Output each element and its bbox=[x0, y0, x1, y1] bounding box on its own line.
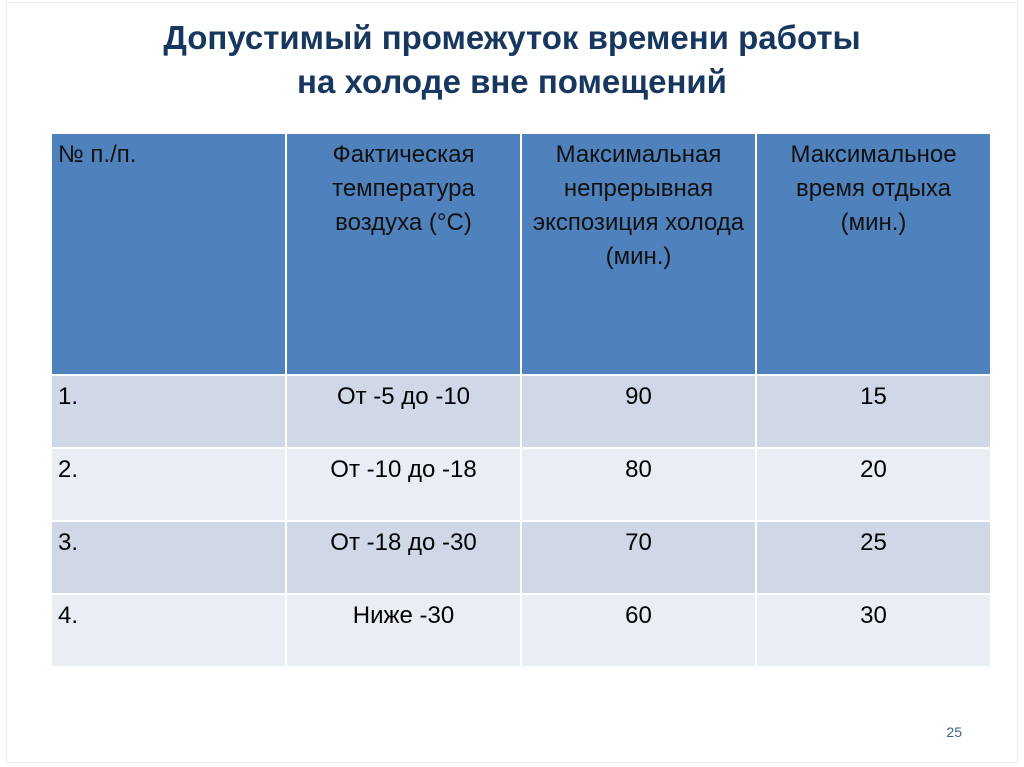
slide-title-line-2: на холоде вне помещений bbox=[297, 63, 727, 100]
slide-title-line-1: Допустимый промежуток времени работы bbox=[163, 19, 861, 56]
cell-max-rest: 25 bbox=[756, 521, 991, 594]
table-header bbox=[51, 133, 991, 375]
header-cell-max-rest: Максимальное время отдыха (мин.) bbox=[756, 133, 991, 375]
cell-max-exposure: 70 bbox=[521, 521, 756, 594]
cell-temperature: От -18 до -30 bbox=[286, 521, 521, 594]
cell-number: 1. bbox=[51, 375, 286, 448]
cell-temperature: От -10 до -18 bbox=[286, 448, 521, 521]
header-cell-max-exposure: Максимальная непрерывная экспозиция холода (мин.) bbox=[521, 133, 756, 375]
cell-temperature: Ниже -30 bbox=[286, 594, 521, 667]
table-row bbox=[51, 448, 991, 521]
slide-title bbox=[0, 16, 1024, 104]
cell-number: 3. bbox=[51, 521, 286, 594]
cell-max-rest: 15 bbox=[756, 375, 991, 448]
cell-temperature: От -5 до -10 bbox=[286, 375, 521, 448]
cell-number: 2. bbox=[51, 448, 286, 521]
cell-max-exposure: 80 bbox=[521, 448, 756, 521]
header-row bbox=[51, 133, 991, 375]
header-cell-number: № п./п. bbox=[51, 133, 286, 375]
cell-max-exposure: 60 bbox=[521, 594, 756, 667]
page-number: 25 bbox=[946, 724, 962, 740]
table-row bbox=[51, 521, 991, 594]
cold-work-time-table bbox=[50, 132, 992, 668]
cell-max-rest: 30 bbox=[756, 594, 991, 667]
table-body bbox=[51, 375, 991, 667]
cell-number: 4. bbox=[51, 594, 286, 667]
table-row bbox=[51, 375, 991, 448]
cell-max-rest: 20 bbox=[756, 448, 991, 521]
table-row bbox=[51, 594, 991, 667]
cell-max-exposure: 90 bbox=[521, 375, 756, 448]
header-cell-temperature: Фактическая температура воздуха (°C) bbox=[286, 133, 521, 375]
